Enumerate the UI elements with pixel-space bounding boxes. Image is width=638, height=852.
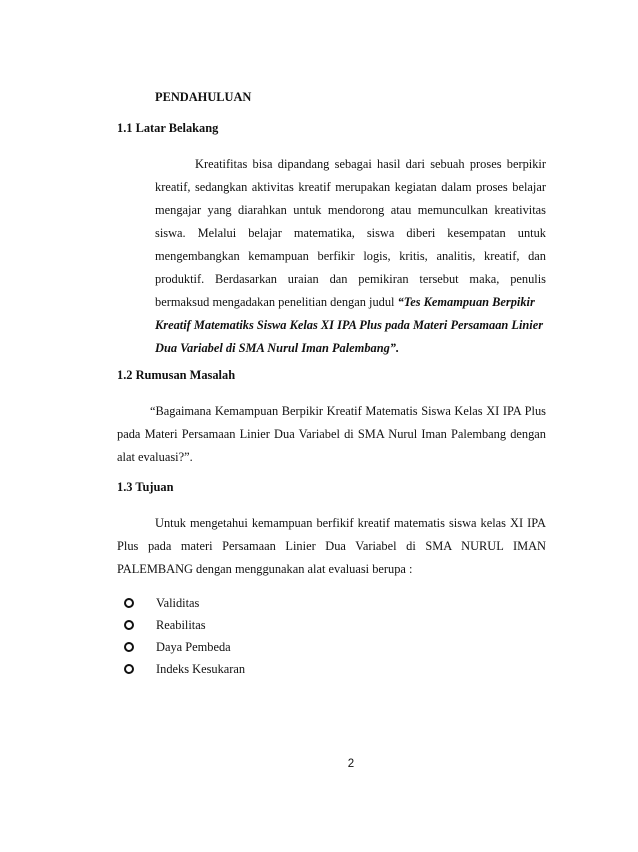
paragraph-line: mengembangkan kemampuan berfikir logis, kritis, analitis, kreatif, dan (155, 249, 546, 263)
list-item-label: Reabilitas (156, 618, 206, 632)
paragraph-line: mengajar yang diarahkan untuk mendorong atau memunculkan kreativitas (155, 203, 546, 217)
circle-bullet-icon (124, 664, 134, 674)
list-item-label: Validitas (156, 596, 200, 610)
list-item (124, 663, 260, 679)
paragraph-line: Untuk mengetahui kemampuan berfikif kreatif matematis siswa kelas XI IPA (155, 516, 546, 530)
list-item (124, 597, 260, 613)
section-heading-tujuan: 1.3 Tujuan (117, 480, 174, 494)
research-title-part: “Tes Kemampuan Berpikir (397, 295, 535, 309)
paragraph-line: produktif. Berdasarkan uraian dan pemikiran tersebut maka, penulis (155, 272, 546, 286)
circle-bullet-icon (124, 598, 134, 608)
paragraph-line-with-title (155, 295, 546, 310)
paragraph-line: kreatif, sedangkan aktivitas kreatif merupakan kegiatan dalam proses belajar (155, 180, 546, 194)
section-heading-rumusan-masalah: 1.2 Rumusan Masalah (117, 368, 236, 382)
paragraph-line: pada Materi Persamaan Linier Dua Variabel di SMA Nurul Iman Palembang dengan (117, 427, 546, 441)
chapter-title: PENDAHULUAN (155, 90, 252, 104)
research-title-part: Dua Variabel di SMA Nurul Iman Palembang”. (155, 341, 400, 355)
paragraph-line: “Bagaimana Kemampuan Berpikir Kreatif Matematis Siswa Kelas XI IPA Plus (150, 404, 546, 418)
paragraph-line: alat evaluasi?”. (117, 450, 193, 464)
circle-bullet-icon (124, 620, 134, 630)
list-item (124, 619, 260, 635)
paragraph-line: siswa. Melalui belajar matematika, siswa diberi kesempatan untuk (155, 226, 546, 240)
circle-bullet-icon (124, 642, 134, 652)
paragraph-line: Kreatifitas bisa dipandang sebagai hasil dari sebuah proses berpikir (195, 157, 546, 171)
list-item (124, 641, 260, 657)
paragraph-line: PALEMBANG dengan menggunakan alat evaluasi berupa : (117, 562, 413, 576)
paragraph-line: Plus pada materi Persamaan Linier Dua Variabel di SMA NURUL IMAN (117, 539, 546, 553)
list-item-label: Indeks Kesukaran (156, 662, 246, 676)
paragraph-text: bermaksud mengadakan penelitian dengan judul (155, 295, 398, 309)
section-heading-latar-belakang: 1.1 Latar Belakang (117, 121, 219, 135)
research-title-part: Kreatif Matematiks Siswa Kelas XI IPA Plus pada Materi Persamaan Linier (155, 318, 544, 332)
page-number: 2 (347, 758, 355, 770)
list-item-label: Daya Pembeda (156, 640, 231, 654)
